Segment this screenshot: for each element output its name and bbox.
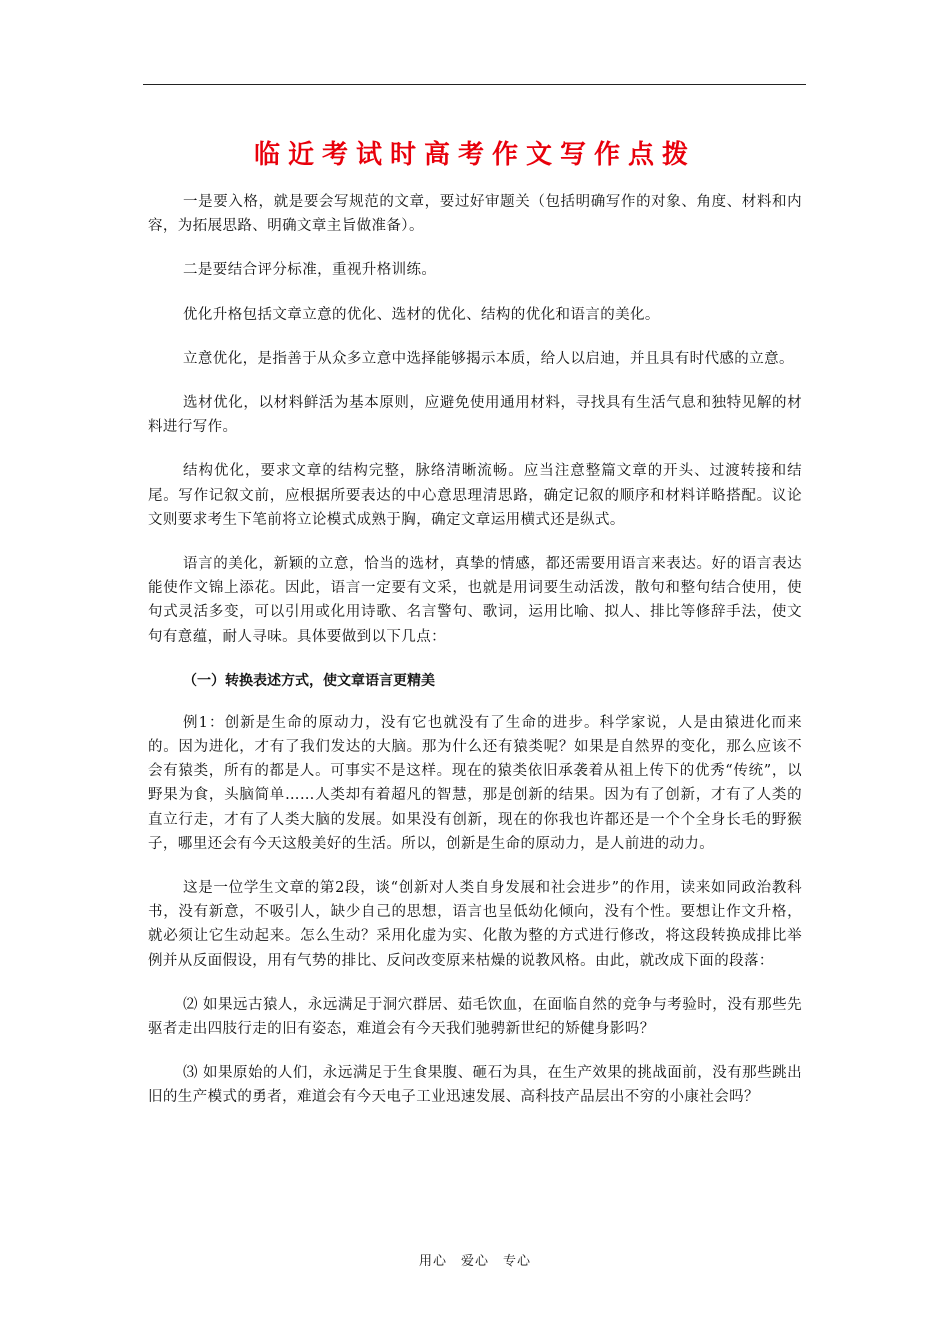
page-footer: 用心 爱心 专心 [418,1254,531,1269]
section-heading: （一）转换表述方式，使文章语言更精美 [183,672,435,689]
paragraph: ⑵ 如果远古猿人，永远满足于洞穴群居、茹毛饮血，在面临自然的竞争与考验时，没有那些先驱者走出四肢行走的旧有姿态，难道会有今天我们驰骋新世纪的矫健身影吗？ [148,996,802,1038]
document-title: 临近考试时高考作文写作点拨 [253,140,696,170]
paragraph: ⑶ 如果原始的人们，永远满足于生食果腹、砸石为具，在生产效果的挑战面前，没有那些跳出旧的生产模式的勇者，难道会有今天电子工业迅速发展、高科技产品层出不穷的小康社会吗？ [148,1065,802,1106]
paragraph: 结构优化，要求文章的结构完整，脉络清晰流畅。应当注意整篇文章的开头、过渡转接和结尾。写作记叙文前，应根据所要表达的中心意思理清思路，确定记叙的顺序和材料详略搭配。议论文则要求考生下笔前将立论模式成熟于胸，确定文章运用横式还是纵式。 [148,463,802,528]
paragraph: 二是要结合评分标准，重视升格训练。 [183,262,437,279]
paragraph: 一是要入格，就是要会写规范的文章，要过好审题关（包括明确写作的对象、角度、材料和内容，为拓展思路、明确文章主旨做准备）。 [148,194,802,235]
paragraph: 例1：创新是生命的原动力，没有它也就没有了生命的进步。科学家说，人是由猿进化而来的。因为进化，才有了我们发达的大脑。那为什么还有猿类呢？如果是自然界的变化，那么应该不会有猿类，所有的都是人。可事实不是这样。现在的猿类依旧承袭着从祖上传下的优秀“传统”，以野果为食，头脑简单……人类却有着超凡的智慧，那是创新的结果。因为有了创新，才有了人类的直立行走，才有了人类大脑的发展。如果没有创新，现在的你我也许都还是一个个全身长毛的野猴子，哪里还会有今天这般美好的生活。所以，创新是生命的原动力，是人前进的动力。 [148,714,802,852]
paragraph: 这是一位学生文章的第2段，谈“创新对人类自身发展和社会进步”的作用，读来如同政治教科书，没有新意，不吸引人，缺少自己的思想，语言也呈低幼化倾向，没有个性。要想让作文升格，就必须让它生动起来。怎么生动？采用化虚为实、化散为整的方式进行修改，将这段转换成排比举例并从反面假设，用有气势的排比、反问改变原来枯燥的说教风格。由此，就改成下面的段落： [148,880,802,969]
paragraph: 选材优化，以材料鲜活为基本原则，应避免使用通用材料，寻找具有生活气息和独特见解的材料进行写作。 [148,395,802,436]
paragraph: 立意优化，是指善于从众多立意中选择能够揭示本质，给人以启迪，并且具有时代感的立意。 [183,350,794,367]
document-body [148,190,802,1130]
paragraph: 优化升格包括文章立意的优化、选材的优化、结构的优化和语言的美化。 [183,306,660,323]
header-rule [143,84,806,85]
paragraph: 语言的美化，新颖的立意，恰当的选材，真挚的情感，都还需要用语言来表达。好的语言表达能使作文锦上添花。因此，语言一定要有文采，也就是用词要生动活泼，散句和整句结合使用，使句式灵活多变，可以引用或化用诗歌、名言警句、歌词，运用比喻、拟人、排比等修辞手法，使文句有意蕴，耐人寻味。具体要做到以下几点： [148,556,802,645]
